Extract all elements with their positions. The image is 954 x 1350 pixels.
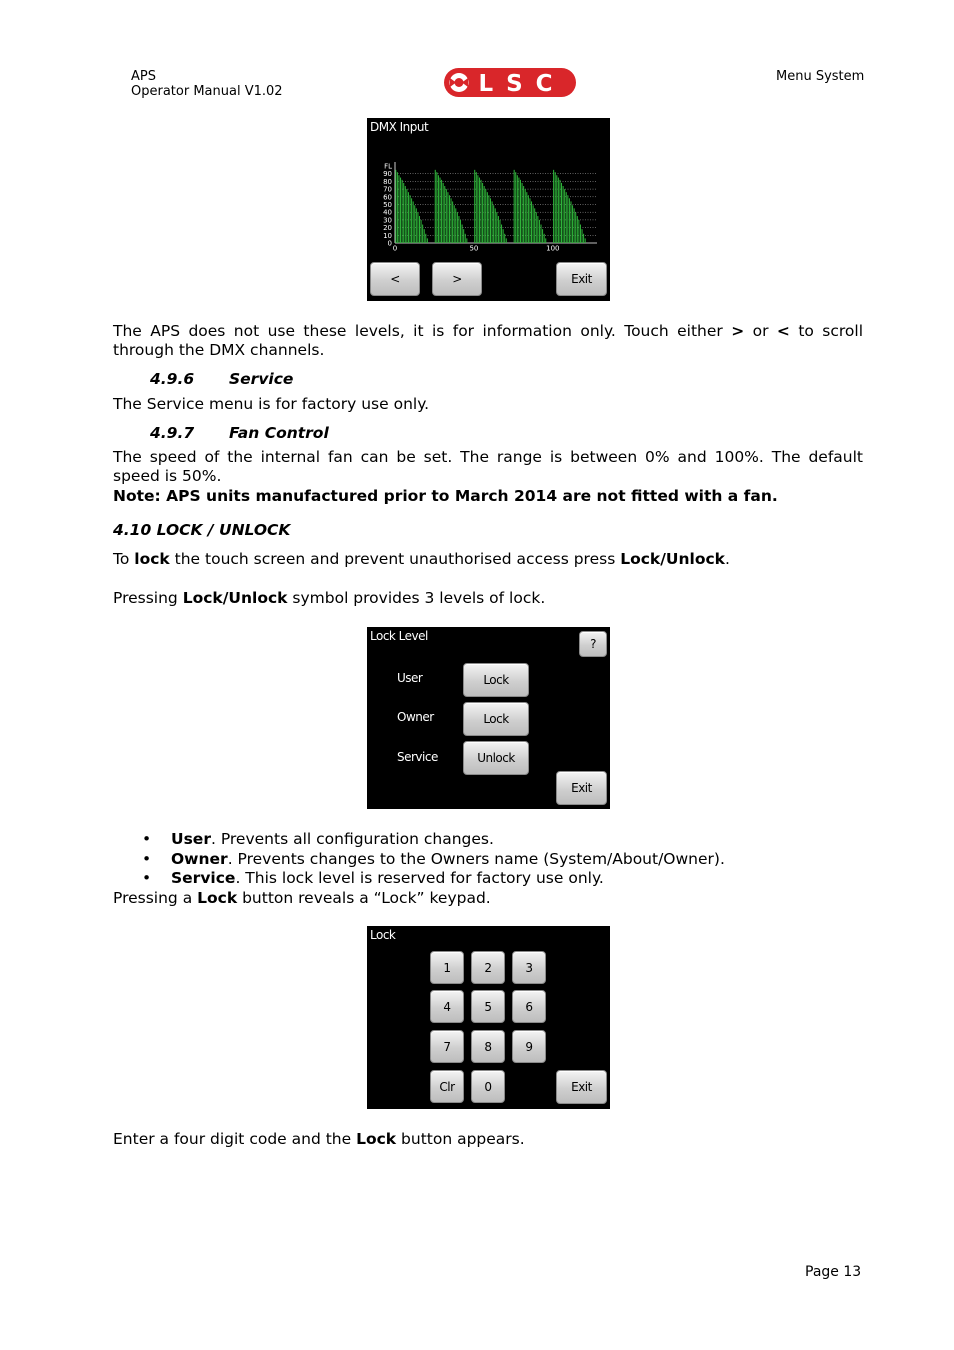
service-lock-label: Service: [397, 750, 438, 764]
y-tick-label: 70: [383, 185, 392, 194]
dmx-bar: [474, 170, 475, 243]
dmx-bar: [498, 216, 499, 243]
service-paragraph: The Service menu is for factory use only.: [113, 395, 430, 413]
logo-text: LSC: [478, 71, 566, 97]
key-8[interactable]: 8: [471, 1030, 505, 1063]
dmx-bar: [400, 178, 401, 243]
dmx-bar: [484, 186, 485, 243]
lock-paragraph-2: Pressing Lock/Unlock symbol provides 3 levels of lock.: [113, 589, 546, 607]
prev-channel-button[interactable]: <: [370, 262, 420, 296]
dmx-bar: [561, 183, 562, 243]
dmx-bar: [425, 234, 426, 243]
dmx-bar: [536, 212, 537, 243]
dmx-bar: [583, 234, 584, 243]
dmx-bar: [518, 178, 519, 243]
owner-lock-button[interactable]: Lock: [463, 702, 529, 736]
key-5[interactable]: 5: [471, 990, 505, 1023]
y-tick-label: 40: [383, 208, 392, 217]
list-item: • Service. This lock level is reserved for factory use only.: [113, 869, 873, 889]
service-unlock-button[interactable]: Unlock: [463, 741, 529, 775]
dmx-bar: [499, 220, 500, 243]
user-lock-label: User: [397, 671, 423, 685]
dmx-bar: [537, 216, 538, 243]
list-item: • User. Prevents all configuration changes.: [113, 830, 873, 850]
dmx-bar: [458, 216, 459, 243]
dmx-bar: [465, 234, 466, 243]
dmx-bar: [402, 180, 403, 243]
dmx-bar: [449, 195, 450, 243]
dmx-bar: [490, 198, 491, 243]
dmx-exit-button[interactable]: Exit: [556, 262, 607, 296]
y-tick-label: 0: [387, 239, 392, 248]
dmx-bar: [564, 189, 565, 243]
next-channel-button[interactable]: >: [432, 262, 482, 296]
dmx-bar: [443, 183, 444, 243]
x-tick-label: 50: [469, 244, 479, 253]
dmx-bar: [479, 178, 480, 243]
dmx-bar: [406, 189, 407, 243]
key-7[interactable]: 7: [430, 1030, 464, 1063]
lock-level-exit-button[interactable]: Exit: [556, 771, 607, 805]
lock-keypad-title: Lock: [370, 928, 396, 942]
dmx-bar: [493, 205, 494, 243]
x-tick-label: 100: [546, 244, 560, 253]
dmx-bar: [481, 180, 482, 243]
dmx-bar: [563, 186, 564, 243]
dmx-bar: [501, 225, 502, 243]
dmx-bar: [485, 189, 486, 243]
dmx-bar: [574, 208, 575, 243]
dmx-bar: [427, 238, 428, 243]
dmx-bar: [397, 172, 398, 243]
dmx-bar: [466, 238, 467, 243]
key-0[interactable]: 0: [471, 1070, 505, 1103]
lock-levels-list: [113, 830, 873, 889]
dmx-bar: [463, 229, 464, 243]
dmx-bar: [577, 216, 578, 243]
dmx-bar: [495, 208, 496, 243]
dmx-bar: [492, 201, 493, 243]
key-clear[interactable]: Clr: [430, 1070, 464, 1103]
dmx-bar: [539, 220, 540, 243]
dmx-bar: [533, 205, 534, 243]
dmx-bar: [559, 180, 560, 243]
dmx-bar: [572, 205, 573, 243]
dmx-bar: [403, 183, 404, 243]
dmx-bar: [398, 175, 399, 243]
dmx-bar: [436, 172, 437, 243]
dmx-level-chart: [367, 118, 610, 258]
key-9[interactable]: 9: [512, 1030, 546, 1063]
y-tick-label: 20: [383, 224, 392, 233]
y-tick-label: 90: [383, 170, 392, 179]
dmx-bar: [585, 238, 586, 243]
dmx-bar: [528, 195, 529, 243]
owner-lock-label: Owner: [397, 710, 434, 724]
dmx-bar: [439, 178, 440, 243]
dmx-bar: [496, 212, 497, 243]
dmx-bar: [582, 229, 583, 243]
dmx-bar: [424, 229, 425, 243]
lsc-logo: [443, 67, 577, 98]
dmx-bar: [416, 208, 417, 243]
dmx-bar: [504, 234, 505, 243]
dmx-bar: [569, 198, 570, 243]
dmx-bar: [441, 180, 442, 243]
help-button[interactable]: ?: [579, 631, 607, 657]
dmx-bar: [566, 192, 567, 243]
dmx-bar: [488, 195, 489, 243]
dmx-bar: [435, 170, 436, 243]
dmx-bar: [534, 208, 535, 243]
dmx-info-paragraph: The APS does not use these levels, it is for information only. Touch either > or < to scroll through the DMX channels.: [113, 322, 864, 359]
key-6[interactable]: 6: [512, 990, 546, 1023]
lock-keypad-screen: [367, 926, 610, 1109]
dmx-bar: [395, 170, 396, 243]
dmx-bar: [438, 175, 439, 243]
dmx-bar: [487, 192, 488, 243]
lock-level-title: Lock Level: [370, 629, 428, 643]
dmx-bar: [544, 234, 545, 243]
fan-note: Note: APS units manufactured prior to March 2014 are not fitted with a fan.: [113, 487, 778, 505]
dmx-bar: [517, 175, 518, 243]
dmx-bar: [410, 195, 411, 243]
dmx-bar: [482, 183, 483, 243]
dmx-bar: [477, 175, 478, 243]
keypad-paragraph: Pressing a Lock button reveals a “Lock” keypad.: [113, 889, 491, 907]
enter-code-paragraph: Enter a four digit code and the Lock button appears.: [113, 1130, 525, 1148]
dmx-bar: [422, 225, 423, 243]
y-axis-label: FL: [384, 162, 392, 171]
dmx-bar: [452, 201, 453, 243]
dmx-bar: [578, 220, 579, 243]
lock-level-screen: [367, 627, 610, 809]
header-product: APS: [131, 69, 156, 84]
keypad-exit-button[interactable]: Exit: [556, 1070, 607, 1104]
y-tick-label: 50: [383, 201, 392, 209]
dmx-bar: [545, 238, 546, 243]
dmx-bar: [414, 205, 415, 243]
fan-heading-number: 4.9.7: [150, 424, 195, 442]
dmx-bar: [523, 186, 524, 243]
key-4[interactable]: 4: [430, 990, 464, 1023]
dmx-bar: [454, 205, 455, 243]
service-heading: Service: [229, 370, 294, 388]
x-tick-label: 0: [392, 244, 398, 253]
dmx-bar: [522, 183, 523, 243]
page-number: Page 13: [805, 1264, 862, 1280]
dmx-bar: [444, 186, 445, 243]
lock-paragraph-1: To lock the touch screen and prevent unauthorised access press Lock/Unlock.: [113, 550, 730, 568]
header-section: Menu System: [776, 69, 865, 84]
dmx-bar: [460, 220, 461, 243]
dmx-bar: [514, 170, 515, 243]
user-lock-button[interactable]: Lock: [463, 663, 529, 697]
dmx-bar: [503, 229, 504, 243]
key-3[interactable]: 3: [512, 951, 546, 984]
list-item: • Owner. Prevents changes to the Owners name (System/About/Owner).: [113, 850, 873, 870]
dmx-bar: [411, 198, 412, 243]
header-manual: Operator Manual V1.02: [131, 84, 283, 99]
dmx-bar: [462, 225, 463, 243]
dmx-screen-title: DMX Input: [370, 120, 429, 134]
dmx-bar: [525, 189, 526, 243]
dmx-bar: [515, 172, 516, 243]
lock-unlock-heading: 4.10 LOCK / UNLOCK: [113, 521, 291, 539]
dmx-bar: [575, 212, 576, 243]
dmx-bar: [451, 198, 452, 243]
dmx-bar: [580, 225, 581, 243]
y-tick-label: 30: [383, 216, 392, 225]
dmx-bar: [405, 186, 406, 243]
dmx-bar: [567, 195, 568, 243]
dmx-bar: [520, 180, 521, 243]
dmx-bar: [457, 212, 458, 243]
fan-paragraph: The speed of the internal fan can be set. The range is between 0% and 100%. The default speed is 50%.: [113, 448, 863, 485]
dmx-bar: [447, 192, 448, 243]
dmx-bar: [506, 238, 507, 243]
dmx-bar: [419, 216, 420, 243]
y-tick-label: 80: [383, 177, 392, 186]
dmx-input-screen: [367, 118, 610, 301]
y-tick-label: 60: [383, 193, 392, 202]
dmx-bar: [531, 201, 532, 243]
dmx-bar: [476, 172, 477, 243]
dmx-bar: [408, 192, 409, 243]
key-2[interactable]: 2: [471, 951, 505, 984]
fan-heading: Fan Control: [229, 424, 329, 442]
dmx-bar: [558, 178, 559, 243]
dmx-bar: [526, 192, 527, 243]
dmx-bar: [455, 208, 456, 243]
key-1[interactable]: 1: [430, 951, 464, 984]
dmx-bar: [555, 172, 556, 243]
y-tick-label: 10: [383, 231, 392, 240]
dmx-bar: [413, 201, 414, 243]
dmx-bar: [542, 229, 543, 243]
dmx-bar: [421, 220, 422, 243]
dmx-bar: [540, 225, 541, 243]
dmx-bar: [570, 201, 571, 243]
service-heading-number: 4.9.6: [150, 370, 195, 388]
dmx-bar: [553, 170, 554, 243]
dmx-bar: [556, 175, 557, 243]
dmx-bar: [417, 212, 418, 243]
dmx-bar: [446, 189, 447, 243]
dmx-bar: [529, 198, 530, 243]
